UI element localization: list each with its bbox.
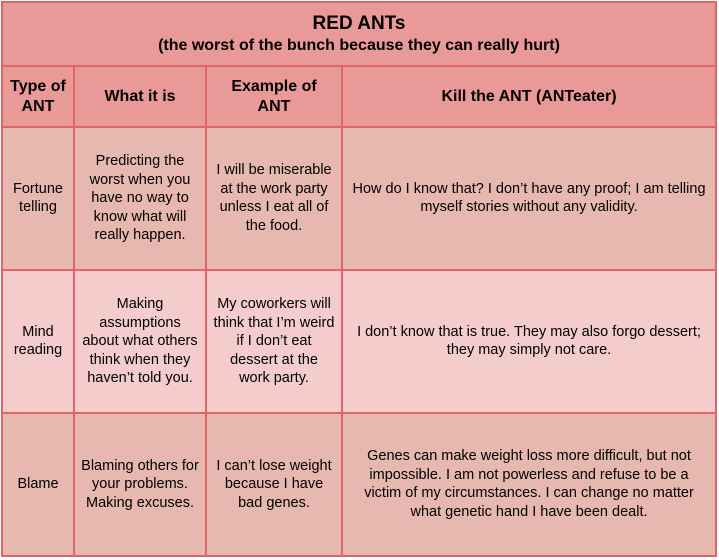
cell-kill: How do I know that? I don’t have any proof; I am telling myself stories without any validity. [342,127,716,270]
cell-what: Predicting the worst when you have no way to know what will really happen. [74,127,206,270]
table-title: RED ANTs [312,13,406,35]
cell-type: Mind reading [2,270,74,413]
table-row-mind-reading [2,270,716,413]
red-ants-table [1,1,717,557]
table-row-blame [2,413,716,556]
cell-example: I can’t lose weight because I have bad genes. [206,413,342,556]
cell-type: Blame [2,413,74,556]
cell-what: Blaming others for your problems. Making excuses. [74,413,206,556]
cell-example: I will be miserable at the work party unless I eat all of the food. [206,127,342,270]
table-row-fortune-telling [2,127,716,270]
cell-kill: Genes can make weight loss more difficult, but not impossible. I am not powerless and refuse to be a victim of my circumstances. I can change no matter what genetic hand I have been dealt. [342,413,716,556]
cell-example: My coworkers will think that I’m weird if I don’t eat dessert at the work party. [206,270,342,413]
header-row [2,66,716,126]
cell-type: Fortune telling [2,127,74,270]
cell-kill: I don’t know that is true. They may also forgo dessert; they may simply not care. [342,270,716,413]
table-subtitle: (the worst of the bunch because they can really hurt) [158,37,560,55]
cell-what: Making assumptions about what others think when they haven’t told you. [74,270,206,413]
table-title-cell [2,2,716,66]
header-kill-the-ant: Kill the ANT (ANTeater) [342,66,716,126]
header-type-of-ant: Type of ANT [2,66,74,126]
header-example-of-ant: Example of ANT [206,66,342,126]
header-what-it-is: What it is [74,66,206,126]
title-row [2,2,716,66]
